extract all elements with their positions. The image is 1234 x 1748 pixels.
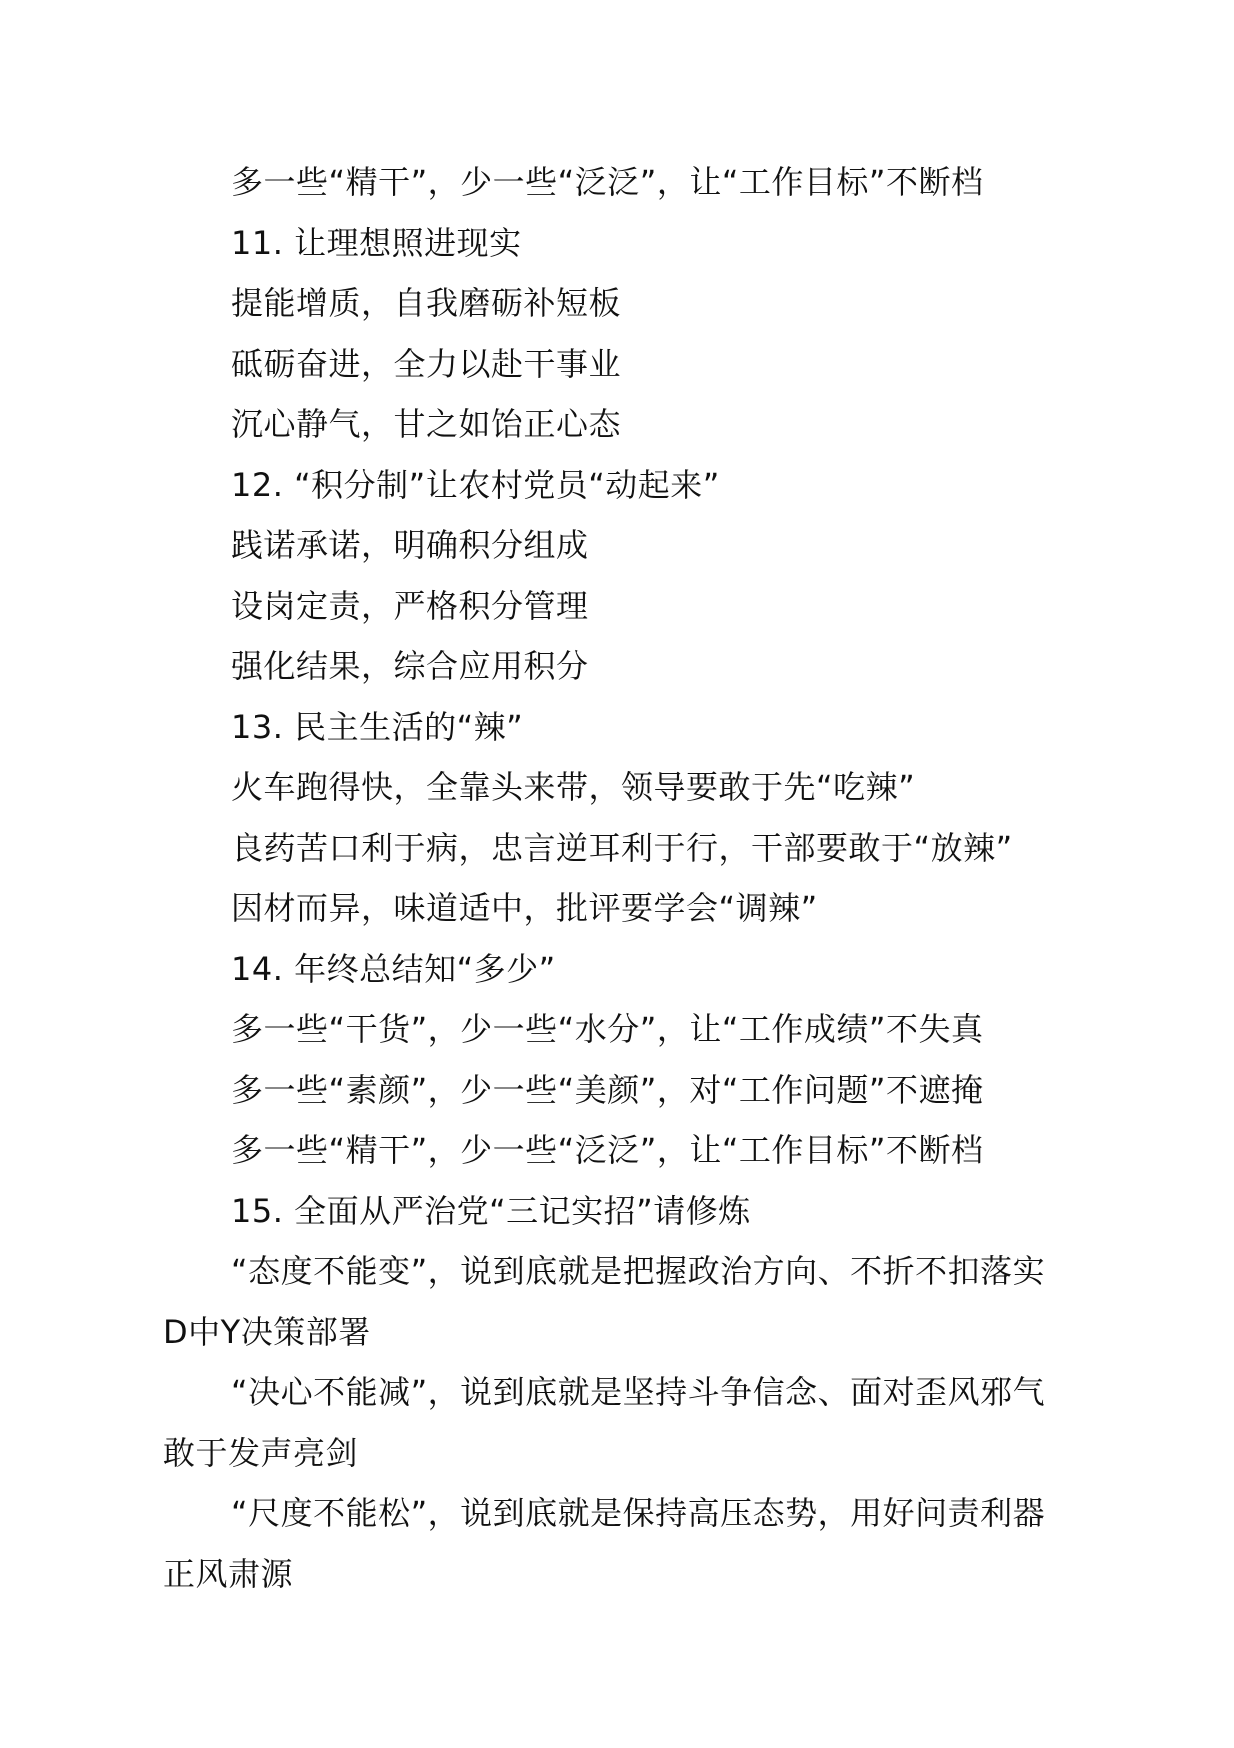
paragraph-line: 火车跑得快，全靠头来带，领导要敢于先“吃辣” — [231, 768, 916, 806]
paragraph-continuation-line: 敢于发声亮剑 — [163, 1433, 359, 1472]
section-heading-14: 14. 年终总结知“多少” — [231, 949, 556, 988]
paragraph-continuation-line: D中Y决策部署 — [163, 1312, 371, 1351]
paragraph-line: 践诺承诺，明确积分组成 — [231, 526, 589, 564]
paragraph-line: 强化结果，综合应用积分 — [231, 647, 589, 685]
paragraph-line: “态度不能变”，说到底就是把握政治方向、不折不扣落实 — [231, 1252, 1046, 1290]
section-heading-13: 13. 民主生活的“辣” — [231, 707, 524, 746]
paragraph-line: “尺度不能松”，说到底就是保持高压态势，用好问责利器 — [231, 1494, 1046, 1532]
paragraph-line: 多一些“素颜”，少一些“美颜”，对“工作问题”不遮掩 — [231, 1070, 984, 1109]
section-heading-15: 15. 全面从严治党“三记实招”请修炼 — [231, 1191, 751, 1230]
paragraph-line: 多一些“精干”，少一些“泛泛”，让“工作目标”不断档 — [231, 1131, 984, 1169]
section-heading-12: 12. “积分制”让农村党员“动起来” — [231, 465, 720, 504]
paragraph-line: 多一些“精干”，少一些“泛泛”，让“工作目标”不断档 — [231, 163, 984, 201]
document-body — [163, 152, 1123, 1604]
paragraph-line: 设岗定责，严格积分管理 — [231, 586, 589, 625]
paragraph-line: 因材而异，味道适中，批评要学会“调辣” — [231, 889, 818, 927]
paragraph-line: 提能增质，自我磨砺补短板 — [231, 284, 622, 322]
paragraph-continuation-line: 正风肃源 — [163, 1554, 294, 1593]
paragraph-line: “决心不能减”，说到底就是坚持斗争信念、面对歪风邪气 — [231, 1373, 1046, 1411]
paragraph-line: 砥砺奋进，全力以赴干事业 — [231, 344, 622, 383]
paragraph-line: 沉心静气，甘之如饴正心态 — [231, 405, 622, 443]
section-heading-11: 11. 让理想照进现实 — [231, 223, 522, 262]
paragraph-line: 良药苦口利于病，忠言逆耳利于行，干部要敢于“放辣” — [231, 828, 1013, 867]
paragraph-line: 多一些“干货”，少一些“水分”，让“工作成绩”不失真 — [231, 1010, 984, 1048]
